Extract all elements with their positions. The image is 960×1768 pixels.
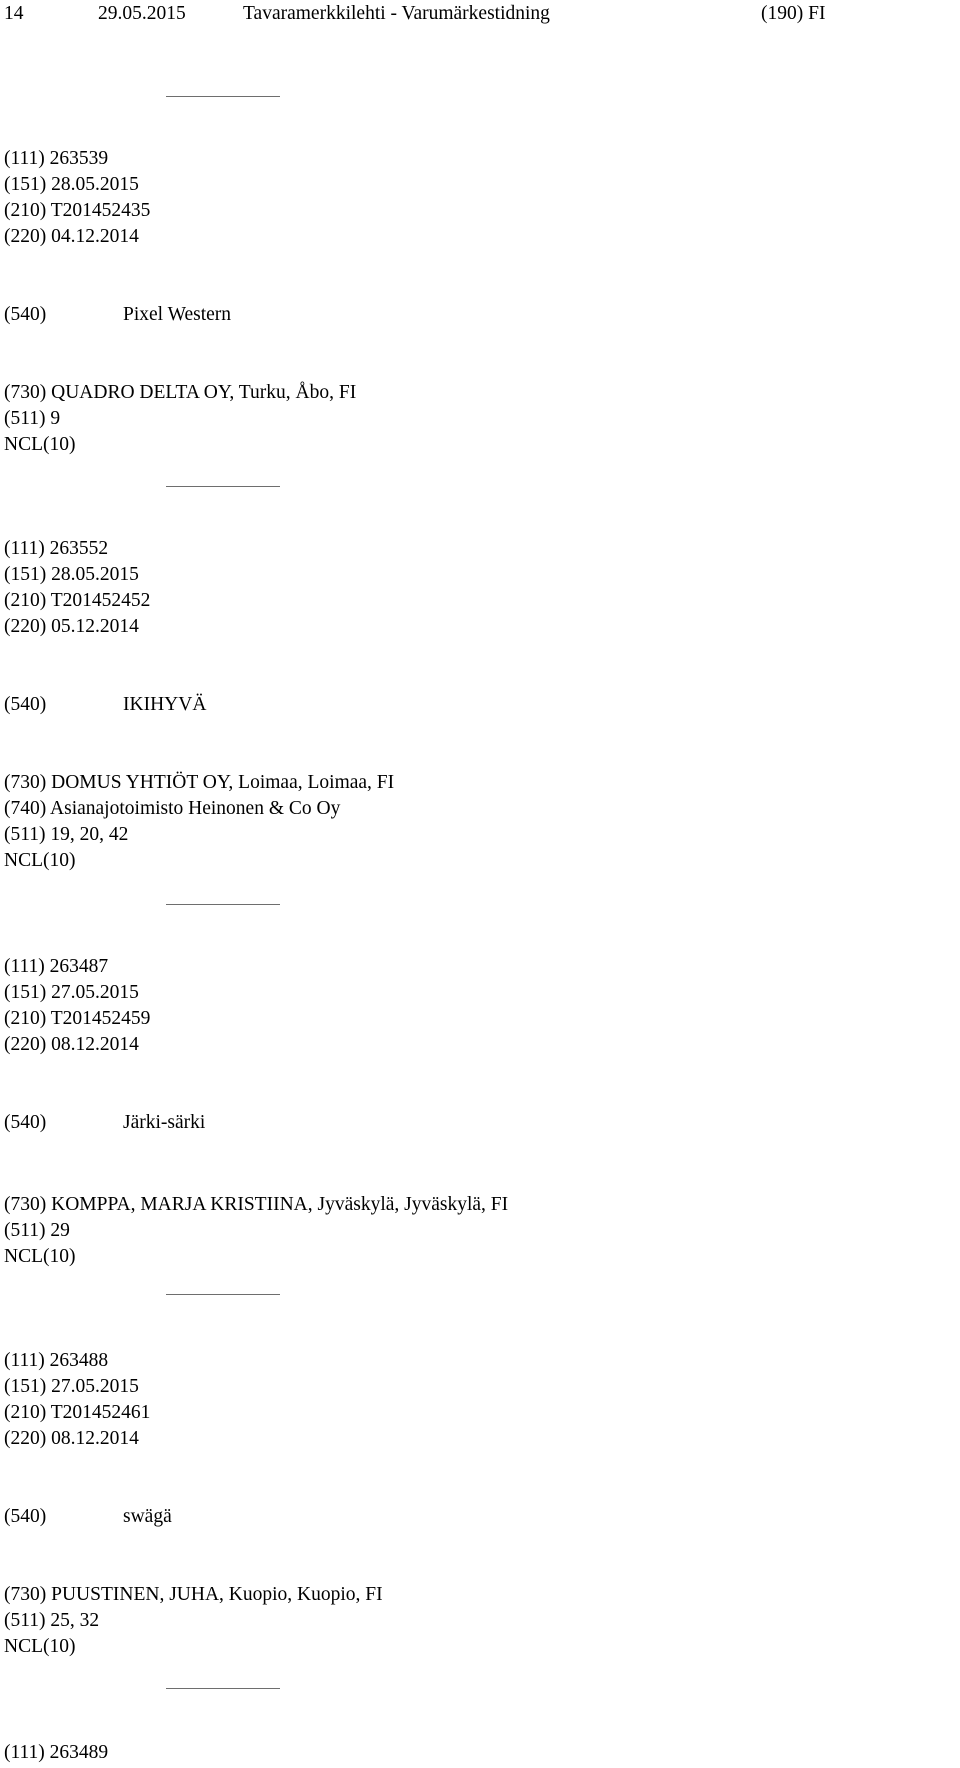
country-code: (190) FI [761, 3, 826, 24]
trademark-line [4, 1110, 205, 1136]
filing-date: (220) 08.12.2014 [4, 1034, 139, 1055]
trademark-line [4, 302, 231, 328]
filing-date: (220) 04.12.2014 [4, 226, 139, 247]
trademark-line [4, 692, 206, 718]
ncl-edition: NCL(10) [4, 1246, 76, 1267]
ncl-edition: NCL(10) [4, 1636, 76, 1657]
registration-date: (151) 28.05.2015 [4, 174, 139, 195]
page-header [0, 0, 960, 28]
filing-date: (220) 05.12.2014 [4, 616, 139, 637]
application-number: (210) T201452452 [4, 590, 151, 611]
holder: (730) PUUSTINEN, JUHA, Kuopio, Kuopio, FI [4, 1584, 383, 1605]
nice-classes: (511) 29 [4, 1220, 70, 1241]
nice-classes: (511) 19, 20, 42 [4, 824, 129, 845]
mark-code: (540) [4, 304, 47, 325]
registration-date: (151) 27.05.2015 [4, 982, 139, 1003]
registration-date: (151) 27.05.2015 [4, 1376, 139, 1397]
registration-date: (151) 28.05.2015 [4, 564, 139, 585]
mark-code: (540) [4, 694, 47, 715]
agent: (740) Asianajotoimisto Heinonen & Co Oy [4, 798, 341, 819]
entry-separator [166, 1294, 280, 1295]
holder: (730) QUADRO DELTA OY, Turku, Åbo, FI [4, 382, 357, 403]
trademark-text: swägä [123, 1506, 172, 1527]
filing-date: (220) 08.12.2014 [4, 1428, 139, 1449]
trademark-line [4, 1504, 172, 1530]
nice-classes: (511) 9 [4, 408, 61, 429]
mark-code: (540) [4, 1112, 47, 1133]
nice-classes: (511) 25, 32 [4, 1610, 100, 1631]
ncl-edition: NCL(10) [4, 850, 76, 871]
registration-number: (111) 263539 [4, 148, 109, 169]
page-number: 14 [4, 3, 24, 24]
registration-number: (111) 263487 [4, 956, 109, 977]
application-number: (210) T201452459 [4, 1008, 151, 1029]
holder: (730) DOMUS YHTIÖT OY, Loimaa, Loimaa, FI [4, 772, 395, 793]
application-number: (210) T201452461 [4, 1402, 151, 1423]
entry-separator [166, 1688, 280, 1689]
entry-separator [166, 486, 280, 487]
entry-separator [166, 904, 280, 905]
entry-separator [166, 96, 280, 97]
publication-date: 29.05.2015 [98, 3, 186, 24]
trademark-text: Järki-särki [123, 1112, 206, 1133]
holder: (730) KOMPPA, MARJA KRISTIINA, Jyväskylä, Jyväskylä, FI [4, 1194, 509, 1215]
trademark-text: Pixel Western [123, 304, 232, 325]
publication-title: Tavaramerkkilehti - Varumärkestidning [243, 3, 550, 24]
trademark-text: IKIHYVÄ [123, 694, 207, 715]
registration-number: (111) 263552 [4, 538, 109, 559]
mark-code: (540) [4, 1506, 47, 1527]
ncl-edition: NCL(10) [4, 434, 76, 455]
application-number: (210) T201452435 [4, 200, 151, 221]
registration-number: (111) 263489 [4, 1742, 109, 1763]
registration-number: (111) 263488 [4, 1350, 109, 1371]
